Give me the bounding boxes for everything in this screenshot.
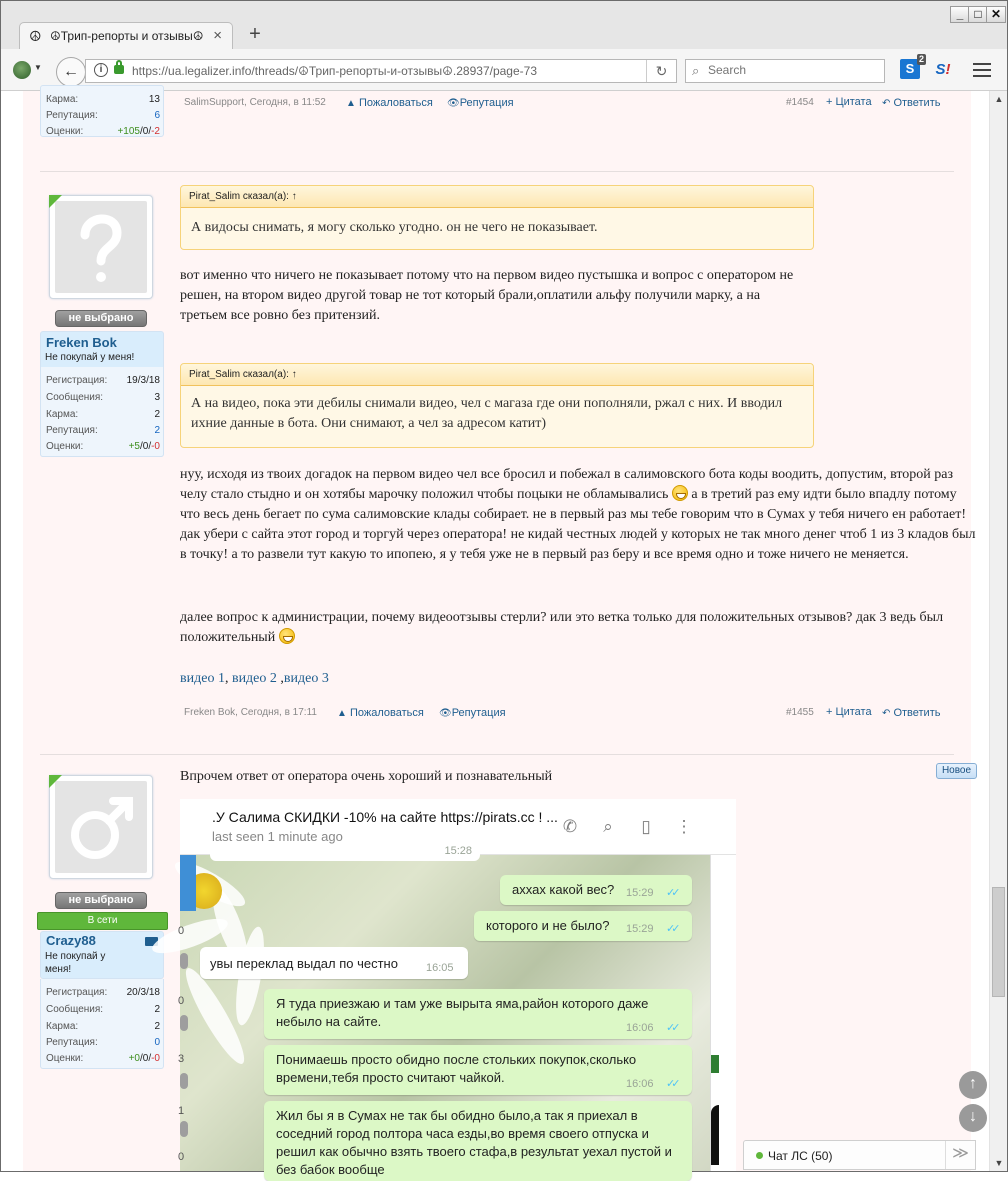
stat-row: Регистрация: 19/3/18	[46, 375, 160, 386]
quote-link[interactable]: + Цитата	[826, 96, 872, 108]
user-stats-panel	[40, 979, 164, 1069]
laughing-smiley-icon	[279, 628, 295, 644]
chevron-right-icon[interactable]: ≫	[945, 1141, 975, 1169]
status-button[interactable]: не выбрано	[55, 892, 147, 909]
post-number[interactable]: #1454	[786, 97, 814, 108]
online-dot-icon	[756, 1152, 763, 1159]
stat-row: Репутация: 6	[46, 110, 160, 121]
user-title: Не покупай у меня!	[45, 352, 135, 363]
report-link[interactable]: ▲ Пожаловаться	[337, 707, 424, 719]
stat-row: Репутация: 0	[46, 1037, 160, 1048]
reply-link[interactable]: ↶ Ответить	[882, 707, 941, 719]
stat-row: Сообщения: 3	[46, 392, 160, 403]
message-bubble: Жил бы я в Сумах не так бы обидно было,а так я приехал в соседний город полтора часа езды,во время своего отпуска и решил как обычно взять твоего стафа,в результат уехал пустой и без бабок вообще	[264, 1101, 692, 1181]
new-tab-button[interactable]: +	[249, 23, 261, 45]
back-button[interactable]: ←	[56, 57, 86, 87]
user-title: Не покупай у меня!	[45, 951, 106, 975]
blue-strip	[180, 855, 196, 911]
video-links: видео 1, видео 2 ,видео 3	[180, 671, 329, 686]
user-stats-panel	[40, 367, 164, 457]
ratings-row: Оценки: +105/0/-2	[46, 126, 160, 137]
post-number[interactable]: #1455	[786, 707, 814, 718]
quote-block	[180, 185, 814, 250]
online-status: В сети	[37, 912, 168, 930]
quote-header[interactable]: Pirat_Salim сказал(а): ↑	[181, 364, 813, 386]
tor-onion-icon[interactable]	[13, 61, 31, 79]
extension-s-icon[interactable]	[900, 54, 924, 79]
post-meta: Freken Bok, Сегодня, в 17:11	[184, 707, 317, 718]
chat-title: .У Салима СКИДКИ -10% на сайте https://pirats.cc ! ...	[212, 809, 558, 825]
close-window-button[interactable]: ✕	[986, 6, 1006, 23]
user-stats-panel	[40, 85, 164, 137]
scrollbar-thumb[interactable]	[992, 887, 1005, 997]
extension-badge: 2	[918, 54, 924, 64]
double-check-icon: ✓✓	[666, 887, 677, 899]
username-link[interactable]: Crazy88	[46, 933, 96, 948]
tab-title: ☮Трип-репорты и отзывы☮	[50, 29, 204, 43]
stat-row: Карма: 2	[46, 1021, 160, 1032]
chat-side-panel	[710, 855, 736, 1171]
url-text[interactable]: https://ua.legalizer.info/threads/☮Трип-репорты-и-отзывы☮.28937/page-73	[132, 64, 537, 78]
search-input[interactable]	[708, 63, 878, 77]
stat-row: Карма: 2	[46, 409, 160, 420]
username-link[interactable]: Freken Bok	[46, 335, 117, 350]
quote-block	[180, 363, 814, 448]
double-check-icon: ✓✓	[666, 1078, 677, 1090]
video-link-1[interactable]: видео 1	[180, 671, 225, 686]
ratings-row: Оценки: +0/0/-0	[46, 1053, 160, 1064]
page-viewport	[1, 91, 989, 1177]
last-seen: last seen 1 minute ago	[212, 829, 343, 844]
laughing-smiley-icon	[672, 485, 688, 501]
message-bubble: Понимаешь просто обидно после стольких покупок,сколько времени,тебя просто считают чайкой. 16:06 ✓✓	[264, 1045, 692, 1095]
stat-row: Репутация: 2	[46, 425, 160, 436]
message-bubble: Я туда приезжаю и там уже вырыта яма,район которого даже небыло на сайте. 16:06 ✓✓	[264, 989, 692, 1039]
reputation-link[interactable]: 👁Репутация	[447, 97, 514, 109]
reply-icon: ↶	[882, 98, 891, 109]
chevron-down-icon[interactable]: ▼	[34, 63, 42, 72]
warning-icon: ▲	[346, 98, 356, 109]
ratings-row: Оценки: +5/0/-0	[46, 441, 160, 452]
chat-area: 15:28 аххах какой вес? 15:29 ✓✓ которого и не было? 15:29 ✓✓ увы переклад выдал по честно 16:05 Я туда приезжаю и там уже вырыта яма,район которого даже небыло на сайте. 16:06 ✓✓ Понимаешь просто обидно после стольких покупок,сколько времени,тебя просто считают чайкой. 16:06 ✓✓ Жил бы я в Сумах не так бы обидно было,а так я приехал в соседний город полтора часа езды,во время своего отпуска и решил как обычно взять твоего стафа,в результат уехал пустой и без бабок вообще 0 0 3 1 0	[180, 855, 710, 1171]
new-badge: Новое	[936, 763, 977, 779]
scroll-down-button[interactable]: ↓	[959, 1104, 987, 1132]
scroll-up-arrow-icon[interactable]: ▲	[994, 94, 1004, 104]
chat-ls-label: Чат ЛС (50)	[768, 1149, 833, 1163]
search-icon: ⌕	[603, 817, 613, 836]
browser-tab[interactable]	[19, 22, 233, 50]
info-icon[interactable]: i	[94, 63, 108, 77]
forum-page	[23, 91, 977, 1177]
video-link-3[interactable]: видео 3	[283, 671, 329, 686]
eye-icon: 👁	[447, 98, 460, 109]
post-author-link[interactable]: SalimSupport	[184, 97, 245, 108]
message-bubble: аххах какой вес? 15:29 ✓✓	[500, 875, 692, 905]
quote-header[interactable]: Pirat_Salim сказал(а): ↑	[181, 186, 813, 208]
post-paragraph: вот именно что ничего не показывает потому что на первом видео пустышка и вопрос с оператором не решен, на втором видео другой товар не тот который брали,оплатили альфу получили марку, а на третьем все ровно без притензий.	[180, 268, 794, 323]
post-paragraph: далее вопрос к администрации, почему видеоотзывы стерли? или это ветка только для положительных отзывов? дак 3 ведь был положительный	[180, 610, 944, 645]
eye-icon: 👁	[439, 708, 452, 719]
post-meta: SalimSupport, Сегодня, в 11:52	[184, 97, 326, 108]
vertical-scrollbar[interactable]	[989, 91, 1007, 1171]
minimize-button[interactable]: _	[950, 6, 970, 23]
phone-icon: ✆	[562, 817, 578, 836]
whatsapp-screenshot[interactable]	[178, 799, 736, 1177]
double-check-icon: ✓✓	[666, 923, 677, 935]
post-paragraph: Впрочем ответ от оператора очень хороший и познавательный	[180, 769, 553, 784]
peace-favicon-icon: ☮	[29, 28, 42, 44]
extension-s2-mark: !	[945, 61, 951, 78]
close-tab-icon[interactable]: ×	[213, 27, 222, 44]
search-icon: ⌕	[692, 63, 700, 78]
stat-row: Регистрация: 20/3/18	[46, 987, 160, 998]
post-divider	[40, 754, 954, 755]
avatar[interactable]	[49, 775, 153, 879]
extension-s-label: S	[905, 61, 915, 76]
sidebar-icon: ▯	[641, 817, 651, 836]
warning-icon: ▲	[337, 708, 347, 719]
quote-body: А видосы снимать, я могу сколько угодно. он не чего не показывает.	[191, 220, 598, 235]
status-button[interactable]: не выбрано	[55, 310, 147, 327]
extension-s-red-icon[interactable]	[933, 60, 953, 80]
extension-s2-label: S	[935, 61, 946, 78]
chat-ls-widget[interactable]	[743, 1140, 976, 1170]
post-author-link[interactable]: Freken Bok	[184, 707, 236, 718]
message-bubble: которого и не было? 15:29 ✓✓	[474, 911, 692, 941]
reply-icon: ↶	[882, 708, 891, 719]
maximize-button[interactable]: □	[968, 6, 988, 23]
reload-icon[interactable]: ↻	[646, 60, 676, 82]
report-link[interactable]: ▲ Пожаловаться	[346, 97, 433, 109]
message-bubble: увы переклад выдал по честно 16:05	[200, 947, 468, 979]
stat-row: Сообщения: 2	[46, 1004, 160, 1015]
post-paragraph: нуу, исходя из твоих догадок на первом видео чел все бросил и побежал в салимовского бота коды воодить, допустим, второй раз челу стало стыдно и он хотябы марочку положил чтобы поцыки не обламывались а в третий раз ему идти было впадлу потому что весь день бегает по сума салимовские клады собирает. не в первый раз мы тебе говорим что в Сумах у тебя ничего ен работает! дак убери с сайта этот город и торгуй через оператора! не кидай честных людей у которых не так много денег чтоб 1 из 3 кладов был в точку! а то развели тут какую то ипопею, я у тебя уже не в первый раз беру и все время одно и тоже ничего не меняется.	[180, 467, 976, 562]
quote-link[interactable]: + Цитата	[826, 706, 872, 718]
hamburger-menu-icon[interactable]	[973, 63, 991, 77]
lock-icon[interactable]	[114, 65, 124, 74]
avatar[interactable]	[49, 195, 153, 299]
quote-body: А на видео, пока эти дебилы снимали видео, чел с магаза где они пополняли, ржал с них. И вводил ихние данные в бота. Они снимают, а чел за адресом катит)	[191, 396, 783, 431]
reputation-link[interactable]: 👁Репутация	[439, 707, 506, 719]
scroll-down-arrow-icon[interactable]: ▼	[994, 1158, 1004, 1168]
video-link-2[interactable]: видео 2	[231, 671, 277, 686]
partial-bubble: 15:28	[210, 847, 480, 861]
reply-link[interactable]: ↶ Ответить	[882, 97, 941, 109]
post-divider	[40, 171, 954, 172]
scroll-up-button[interactable]: ↑	[959, 1071, 987, 1099]
search-box[interactable]	[685, 59, 885, 83]
stat-row: Карма: 13	[46, 94, 160, 105]
more-vertical-icon: ⋮	[675, 817, 693, 836]
title-bar	[1, 1, 1007, 49]
double-check-icon: ✓✓	[666, 1022, 677, 1034]
address-bar[interactable]	[85, 59, 677, 83]
